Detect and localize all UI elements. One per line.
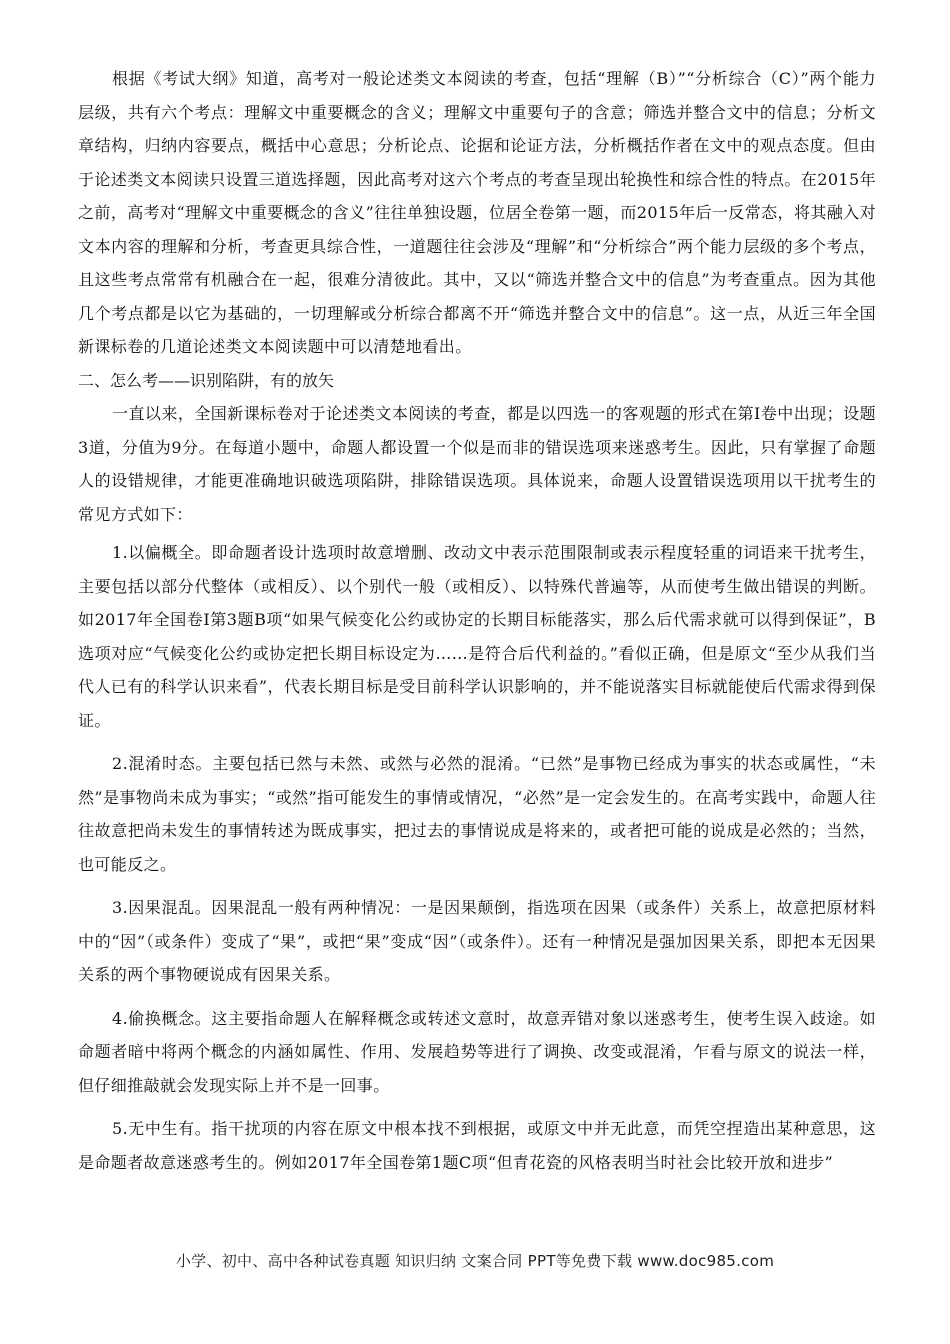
paragraph-question-format: 一直以来，全国新课标卷对于论述类文本阅读的考查，都是以四选一的客观题的形式在第Ⅰ卷中出现；设题3道，分值为9分。在每道小题中，命题人都设置一个似是而非的错误选项来迷惑考生。因此，只有掌握了命题人的设错规律，才能更准确地识破选项陷阱，排除错误选项。具体说来，命题人设置错误选项用以干扰考生的常见方式如下：: [78, 404, 876, 524]
page-footer: 小学、初中、高中各种试卷真题 知识归纳 文案合同 PPT等免费下载 www.doc985.com: [175, 1252, 775, 1270]
paragraph-trap-concept: 4.偷换概念。这主要指命题人在解释概念或转述文意时，故意弄错对象以迷惑考生，使考生误入歧途。如命题者暗中将两个概念的内涵如属性、作用、发展趋势等进行了调换、改变或混淆，乍看与原文的说法一样，但仔细推敲就会发现实际上并不是一回事。: [78, 1008, 876, 1095]
paragraph-trap-partial: 1.以偏概全。即命题者设计选项时故意增删、改动文中表示范围限制或表示程度轻重的词语来干扰考生，主要包括以部分代整体（或相反）、以个别代一般（或相反）、以特殊代普遍等，从而使考生做出错误的判断。如2017年全国卷Ⅰ第3题B项“如果气候变化公约或协定的长期目标能落实，那么后代需求就可以得到保证”，B选项对应“气候变化公约或协定把长期目标设定为……是符合后代利益的。”看似正确，但是原文“至少从我们当代人已有的科学认识来看”，代表长期目标是受目前科学认识影响的，并不能说落实目标就能使后代需求得到保证。: [78, 543, 876, 730]
paragraph-trap-causality: 3.因果混乱。因果混乱一般有两种情况：一是因果颠倒，指选项在因果（或条件）关系上，故意把原材料中的“因”（或条件）变成了“果”，或把“果”变成“因”（或条件）。还有一种情况是强加因果关系，即把本无因果关系的两个事物硬说成有因果关系。: [78, 898, 876, 984]
paragraph-trap-tense: 2.混淆时态。主要包括已然与未然、或然与必然的混淆。“已然”是事物已经成为事实的状态或属性，“未然”是事物尚未成为事实；“或然”指可能发生的事情或情况，“必然”是一定会发生的。在高考实践中，命题人往往故意把尚未发生的事情转述为既成事实，把过去的事情说成是将来的，或者把可能的说成是必然的；当然，也可能反之。: [78, 754, 876, 874]
section-heading: 二、怎么考——识别陷阱，有的放矢: [78, 370, 335, 390]
paragraph-exam-scope: 根据《考试大纲》知道，高考对一般论述类文本阅读的考查，包括“理解（B）”“分析综合（C）”两个能力层级，共有六个考点：理解文中重要概念的含义；理解文中重要句子的含意；筛选并整合文中的信息；分析文章结构，归纳内容要点，概括中心意思；分析论点、论据和论证方法，分析概括作者在文中的观点态度。但由于论述类文本阅读只设置三道选择题，因此高考对这六个考点的考查呈现出轮换性和综合性的特点。在2015年之前，高考对“理解文中重要概念的含义”往往单独设题，位居全卷第一题，而2015年后一反常态，将其融入对文本内容的理解和分析，考查更具综合性，一道题往往会涉及“理解”和“分析综合”两个能力层级的多个考点，且这些考点常常有机融合在一起，很难分清彼此。其中，又以“筛选并整合文中的信息”为考查重点。因为其他几个考点都是以它为基础的，一切理解或分析综合都离不开“筛选并整合文中的信息”。这一点，从近三年全国新课标卷的几道论述类文本阅读题中可以清楚地看出。: [78, 69, 876, 356]
paragraph-trap-fabrication: 5.无中生有。指干扰项的内容在原文中根本找不到根据，或原文中并无此意，而凭空捏造出某种意思，这是命题者故意迷惑考生的。例如2017年全国卷第1题C项“但青花瓷的风格表明当时社会比较开放和进步”: [78, 1119, 876, 1172]
